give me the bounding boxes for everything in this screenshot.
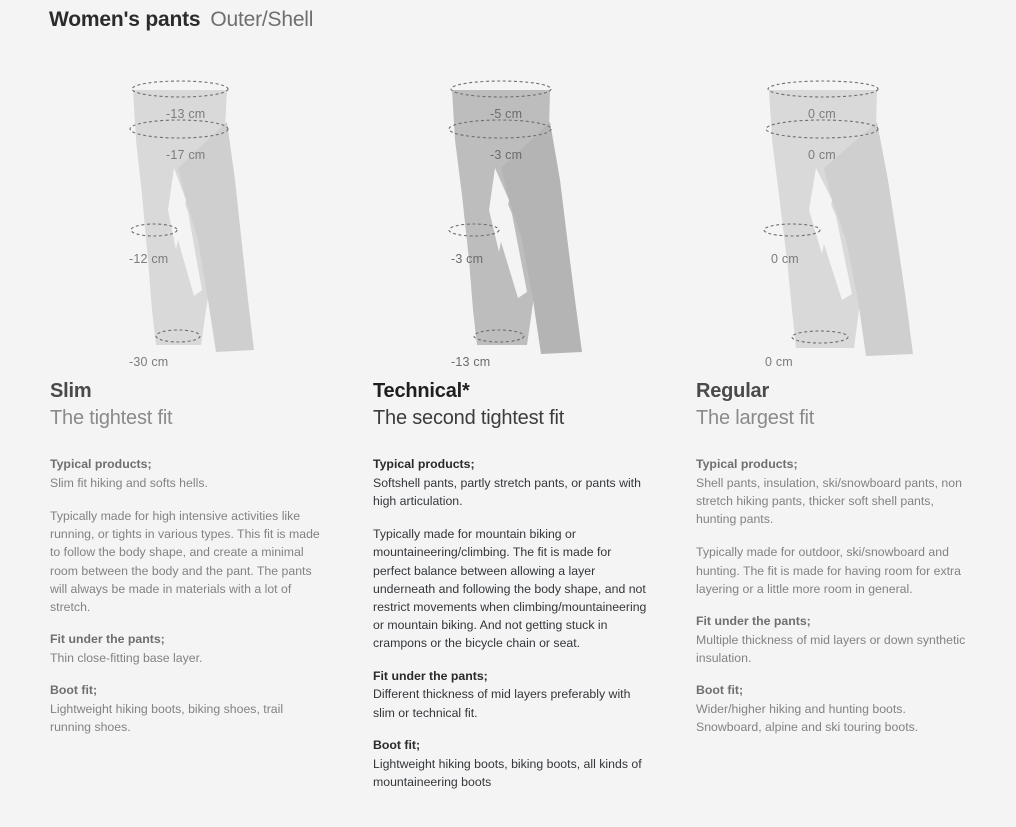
fit-column-regular xyxy=(672,60,995,806)
fit-name-technical: Technical* xyxy=(373,380,470,402)
block-fit-under-regular xyxy=(696,613,971,667)
block-typical-products-technical xyxy=(373,456,648,510)
measurement-waist-regular: 0 cm xyxy=(808,107,836,121)
pants-diagram-slim xyxy=(26,60,349,380)
block-body: Shell pants, insulation, ski/snowboard pants, non stretch hiking pants, thicker soft shell pants, hunting pants. xyxy=(696,475,962,527)
fit-tagline-technical: The second tightest fit xyxy=(373,407,565,429)
block-heading: Boot fit; xyxy=(696,683,744,698)
measurement-knee-technical: -3 cm xyxy=(451,252,484,266)
block-body: Thin close-fitting base layer. xyxy=(50,650,203,665)
block-description-technical: Typically made for mountain biking or mountaineering/climbing. The fit is made for perfect balance between allowing a layer underneath and following the body shape, and not restrict movements when climbing/mountaineering or mountain biking. And not getting stuck in crampons or the bicycle chain or seat. xyxy=(373,527,647,651)
block-heading: Fit under the pants; xyxy=(373,668,488,683)
block-typical-products-slim xyxy=(50,456,325,492)
block-description-slim: Typically made for high intensive activities like running, or tights in various types. This fit is made to follow the body shape, and create a minimal room between the body and the pant. The pants will always be made in materials with a lot of stretch. xyxy=(50,509,320,614)
block-heading: Boot fit; xyxy=(373,737,421,752)
block-heading: Boot fit; xyxy=(50,683,98,698)
fit-tagline-slim: The tightest fit xyxy=(50,407,173,429)
block-heading: Typical products; xyxy=(373,457,475,471)
measurement-hip-regular: 0 cm xyxy=(808,148,836,162)
page-subtitle: Outer/Shell xyxy=(210,8,314,31)
block-heading: Fit under the pants; xyxy=(50,632,165,647)
measurement-hem-slim: -30 cm xyxy=(129,355,169,369)
block-boot-fit-technical xyxy=(373,737,648,791)
fit-name-slim: Slim xyxy=(50,380,92,402)
pants-diagram-regular xyxy=(672,60,995,380)
block-body: Multiple thickness of mid layers or down synthetic insulation. xyxy=(696,632,966,665)
block-heading: Typical products; xyxy=(50,457,152,471)
measurement-knee-regular: 0 cm xyxy=(771,252,799,266)
page-title: Women's pants xyxy=(49,8,201,31)
block-body: Lightweight hiking boots, biking boots, all kinds of mountaineering boots xyxy=(373,756,642,789)
pants-diagram-technical xyxy=(349,60,672,380)
fit-name-regular: Regular xyxy=(696,380,770,402)
block-description-regular: Typically made for outdoor, ski/snowboard and hunting. The fit is made for having room for extra layering or a little more room in general. xyxy=(696,545,961,596)
block-fit-under-technical xyxy=(373,668,648,722)
measurement-knee-slim: -12 cm xyxy=(129,252,169,266)
measurement-hip-slim: -17 cm xyxy=(166,148,206,162)
fit-text-slim xyxy=(26,380,349,736)
block-boot-fit-regular xyxy=(696,682,971,736)
block-body: Lightweight hiking boots, biking shoes, trail running shoes. xyxy=(50,701,284,735)
block-boot-fit-slim xyxy=(50,682,325,736)
measurement-hem-technical: -13 cm xyxy=(451,355,491,369)
block-body: Softshell pants, partly stretch pants, or pants with high articulation. xyxy=(373,475,641,509)
fit-text-technical xyxy=(349,380,672,791)
block-heading: Fit under the pants; xyxy=(696,613,811,628)
fit-column-slim xyxy=(26,60,349,806)
block-heading: Typical products; xyxy=(696,457,798,471)
block-typical-products-regular xyxy=(696,456,971,528)
fit-tagline-regular: The largest fit xyxy=(696,407,815,429)
page-header xyxy=(49,8,313,32)
block-body: Different thickness of mid layers preferably with slim or technical fit. xyxy=(373,687,631,720)
block-body: Wider/higher hiking and hunting boots. Snowboard, alpine and ski touring boots. xyxy=(696,701,919,735)
fit-text-regular xyxy=(672,380,995,736)
fit-column-technical xyxy=(349,60,672,806)
measurement-hem-regular: 0 cm xyxy=(765,355,793,369)
measurement-hip-technical: -3 cm xyxy=(490,148,523,162)
block-body: Slim fit hiking and softs hells. xyxy=(50,475,208,490)
block-fit-under-slim xyxy=(50,631,325,667)
measurement-waist-slim: -13 cm xyxy=(166,107,206,121)
measurement-waist-technical: -5 cm xyxy=(490,107,523,121)
fit-columns xyxy=(0,60,1016,806)
